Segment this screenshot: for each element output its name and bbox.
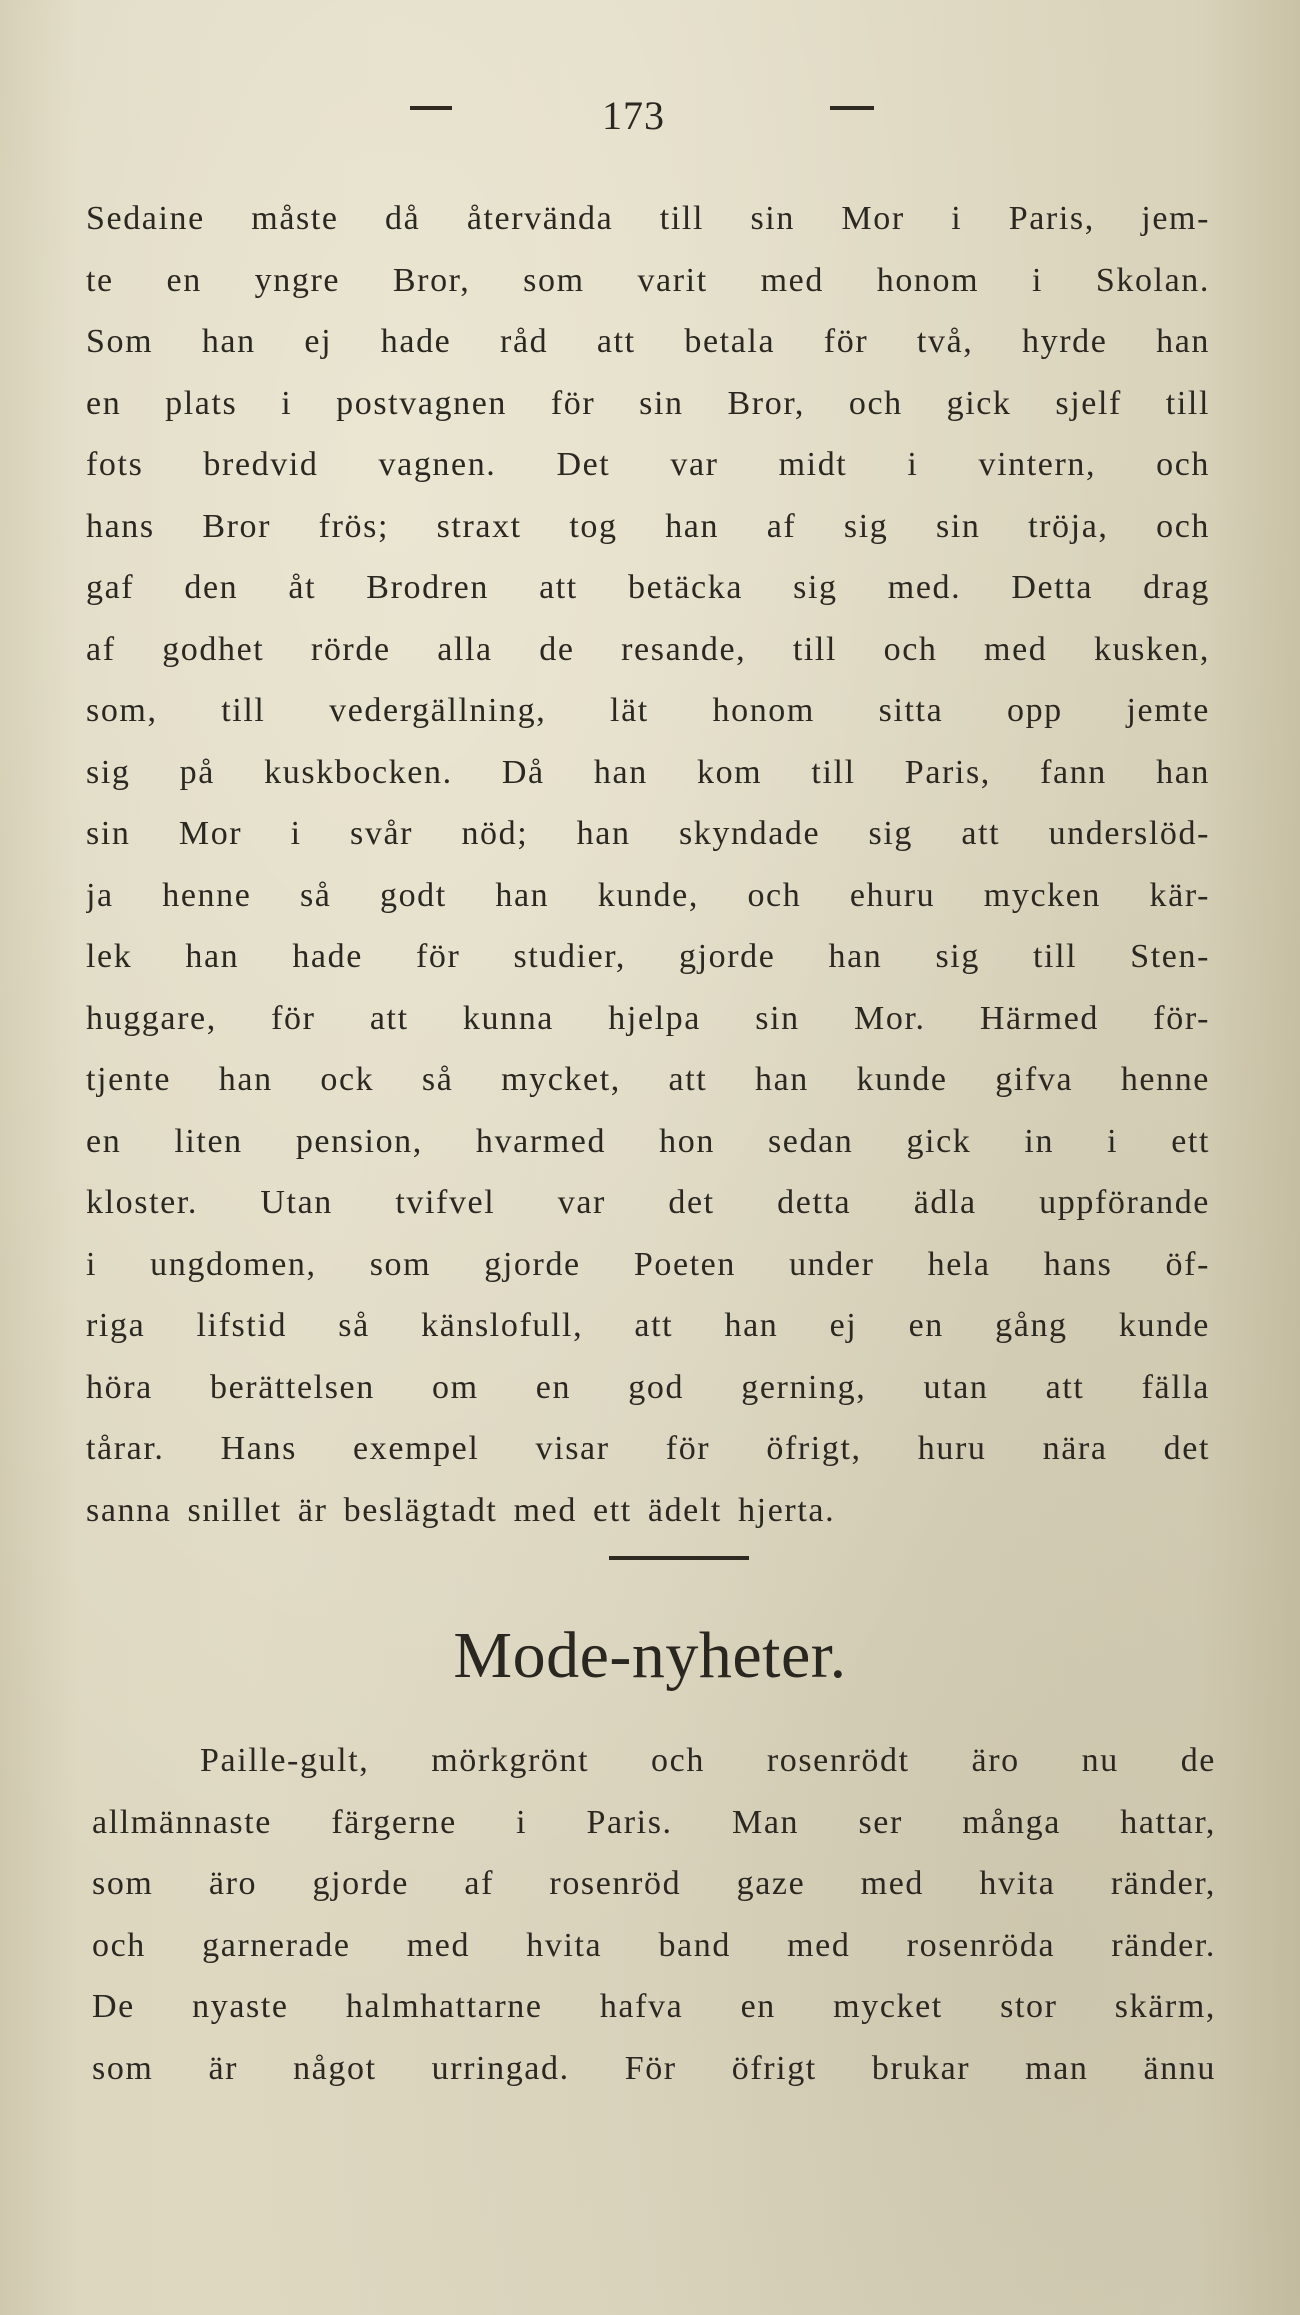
header-dash-right	[830, 106, 874, 110]
header-dash-left	[410, 106, 452, 110]
paragraph-sedaine	[86, 188, 1210, 1541]
text-line: hans Bror frös; straxt tog han af sig sin tröja, och	[86, 507, 1210, 545]
text-line: De nyaste halmhattarne hafva en mycket stor skärm,	[92, 1988, 1216, 2025]
text-line: sanna snillet är beslägtadt med ett ädelt hjerta.	[86, 1491, 836, 1529]
text-line: lek han hade för studier, gjorde han sig till Sten-	[86, 938, 1210, 975]
text-line: Som han ej hade råd att betala för två, hyrde han	[86, 323, 1210, 360]
text-line: te en yngre Bror, som varit med honom i Skolan.	[86, 261, 1210, 299]
text-line: af godhet rörde alla de resande, till och med kusken,	[86, 630, 1210, 668]
text-line: ja henne så godt han kunde, och ehuru mycken kär-	[86, 876, 1210, 914]
text-line: en plats i postvagnen för sin Bror, och gick sjelf till	[86, 384, 1210, 422]
text-line: som äro gjorde af rosenröd gaze med hvita ränder,	[92, 1865, 1216, 1902]
text-line: och garnerade med hvita band med rosenröda ränder.	[92, 1926, 1216, 1964]
text-line: Paille-gult, mörkgrönt och rosenrödt äro nu de	[200, 1742, 1216, 1779]
page-header	[0, 92, 1300, 152]
text-line: Sedaine måste då återvända till sin Mor i Paris, jem-	[86, 200, 1210, 237]
text-line: tårar. Hans exempel visar för öfrigt, huru nära det	[86, 1430, 1210, 1467]
text-line: tjente han ock så mycket, att han kunde gifva henne	[86, 1061, 1210, 1098]
paragraph-mode-nyheter	[92, 1730, 1216, 2099]
text-line: som, till vedergällning, lät honom sitta opp jemte	[86, 692, 1210, 729]
text-line: gaf den åt Brodren att betäcka sig med. Detta drag	[86, 569, 1210, 606]
text-line: sin Mor i svår nöd; han skyndade sig att underslöd-	[86, 815, 1210, 852]
text-line: i ungdomen, som gjorde Poeten under hela hans öf-	[86, 1245, 1210, 1283]
text-line: allmännaste färgerne i Paris. Man ser många hattar,	[92, 1803, 1216, 1841]
text-line: sig på kuskbocken. Då han kom till Paris, fann han	[86, 753, 1210, 791]
text-line: fots bredvid vagnen. Det var midt i vintern, och	[86, 446, 1210, 483]
text-line: huggare, för att kunna hjelpa sin Mor. Härmed för-	[86, 999, 1210, 1037]
text-line: som är något urringad. För öfrigt brukar man ännu	[92, 2049, 1216, 2087]
text-line: riga lifstid så känslofull, att han ej en gång kunde	[86, 1307, 1210, 1344]
page-number: 173	[602, 93, 665, 138]
text-line: höra berättelsen om en god gerning, utan att fälla	[86, 1368, 1210, 1406]
text-line: en liten pension, hvarmed hon sedan gick in i ett	[86, 1122, 1210, 1160]
section-divider	[609, 1556, 749, 1560]
section-heading: Mode-nyheter.	[453, 1619, 847, 1692]
text-line: kloster. Utan tvifvel var det detta ädla uppförande	[86, 1184, 1210, 1221]
